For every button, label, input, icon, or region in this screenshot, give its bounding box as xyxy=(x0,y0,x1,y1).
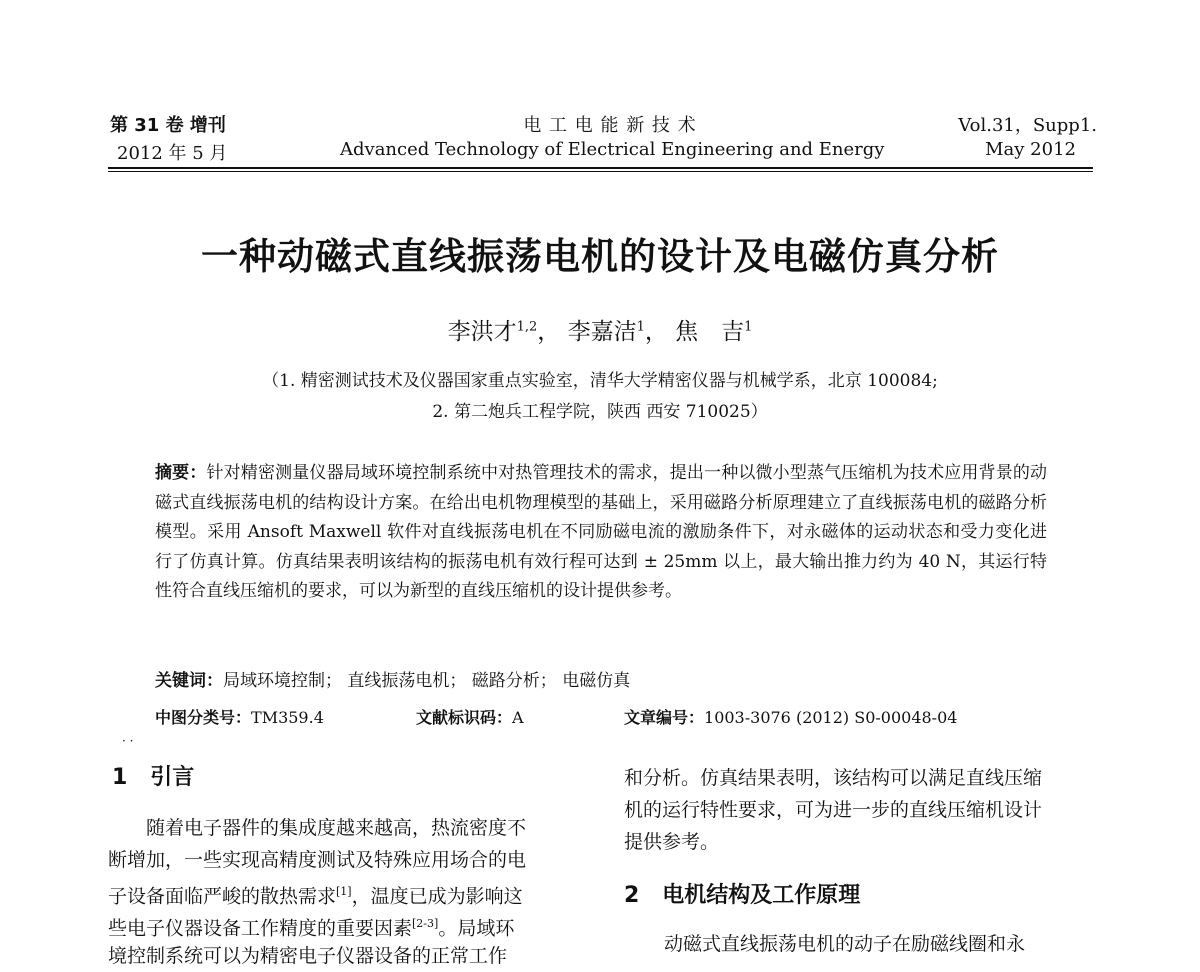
citation: [1] xyxy=(336,885,352,898)
author-affil-mark: 1,2 xyxy=(516,319,538,335)
author-sep: ， xyxy=(644,319,668,345)
body-line: 动磁式直线振荡电机的动子在励磁线圈和永 xyxy=(664,933,1026,955)
body-line: 机的运行特性要求，可为进一步的直线压缩机设计 xyxy=(624,799,1043,821)
article-number xyxy=(624,705,957,728)
section-heading xyxy=(112,760,194,791)
doc-code-label: 文献标识码： xyxy=(416,708,513,727)
keywords-label: 关键词： xyxy=(155,671,223,691)
volume-en: Vol.31，Supp1. xyxy=(958,115,1097,136)
section-heading xyxy=(624,878,860,909)
header-rule-thick xyxy=(108,167,1093,169)
author-name: 李嘉洁 xyxy=(567,319,637,345)
doc-code xyxy=(416,705,524,728)
author-affil-mark: 1 xyxy=(744,319,753,335)
journal-name-en: Advanced Technology of Electrical Engineering and Energy xyxy=(340,139,885,160)
clc-value: TM359.4 xyxy=(251,708,324,727)
author-list xyxy=(0,313,1200,346)
abstract xyxy=(155,459,1047,607)
affiliation-line-2: 2. 第二炮兵工程学院，陕西 西安 710025） xyxy=(432,402,768,422)
keywords xyxy=(155,666,630,691)
keywords-text: 局域环境控制； 直线振荡电机； 磁路分析； 电磁仿真 xyxy=(223,671,631,691)
doc-code-value: A xyxy=(512,708,524,727)
abstract-label: 摘要： xyxy=(155,463,207,483)
body-line: 提供参考。 xyxy=(624,831,720,853)
section-title: 电机结构及工作原理 xyxy=(662,883,861,908)
section-title: 引言 xyxy=(150,765,195,790)
section-number: 2 xyxy=(624,883,640,908)
date-en: May 2012 xyxy=(985,139,1076,160)
author-sep: ， xyxy=(537,319,561,345)
abstract-text: 针对精密测量仪器局域环境控制系统中对热管理技术的需求，提出一种以微小型蒸气压缩机为技术应用背景的动磁式直线振荡电机的结构设计方案。在给出电机物理模型的基础上，采用磁路分析原理建立了直线振荡电机的磁路分析模型。采用 Ansoft Maxwell 软件对直线振荡电机在不同励磁电流的激励条件下，对永磁体的运动状态和受力变化进行了仿真计算。仿真结果表明该结构的振荡电机有效行程可达到 ± 25mm 以上，最大输出推力约为 40 N，其运行特性符合直线压缩机的要求，可以为新型的直线压缩机的设计提供参考。 xyxy=(155,463,1048,602)
author-affil-mark: 1 xyxy=(636,319,645,335)
article-number-value: 1003-3076 (2012) S0-00048-04 xyxy=(704,708,958,727)
author-name: 李洪才 xyxy=(447,319,517,345)
author-name: 焦 吉 xyxy=(675,319,745,345)
body-line: 随着电子器件的集成度越来越高，热流密度不 xyxy=(146,817,527,839)
paper-title: 一种动磁式直线振荡电机的设计及电磁仿真分析 xyxy=(201,235,999,278)
body-line: 断增加，一些实现高精度测试及特殊应用场合的电 xyxy=(108,849,527,871)
body-line: 子设备面临严峻的散热需求[1]，温度已成为影响这 xyxy=(108,885,523,908)
clc-label: 中图分类号： xyxy=(155,708,252,727)
header-rule-thin xyxy=(108,171,1093,172)
affiliation-line-1: （1. 精密测试技术及仪器国家重点实验室，清华大学精密仪器与机械学系，北京 100084; xyxy=(262,371,938,391)
stray-mark: · · xyxy=(122,734,134,748)
body-line: 境控制系统可以为精密电子仪器设备的正常工作 xyxy=(108,945,508,967)
body-line: 些电子仪器设备工作精度的重要因素[2-3]。局域环 xyxy=(108,917,515,940)
volume-issue: 第 31 卷 增刊 xyxy=(110,115,226,136)
issue-date: 2012 年 5 月 xyxy=(117,143,228,164)
section-number: 1 xyxy=(112,765,128,790)
body-line: 和分析。仿真结果表明，该结构可以满足直线压缩 xyxy=(624,767,1043,789)
article-number-label: 文章编号： xyxy=(624,708,705,727)
citation: [2-3] xyxy=(412,917,439,930)
clc-number xyxy=(155,705,324,728)
journal-name-cn: 电 工 电 能 新 技 术 xyxy=(523,115,697,136)
